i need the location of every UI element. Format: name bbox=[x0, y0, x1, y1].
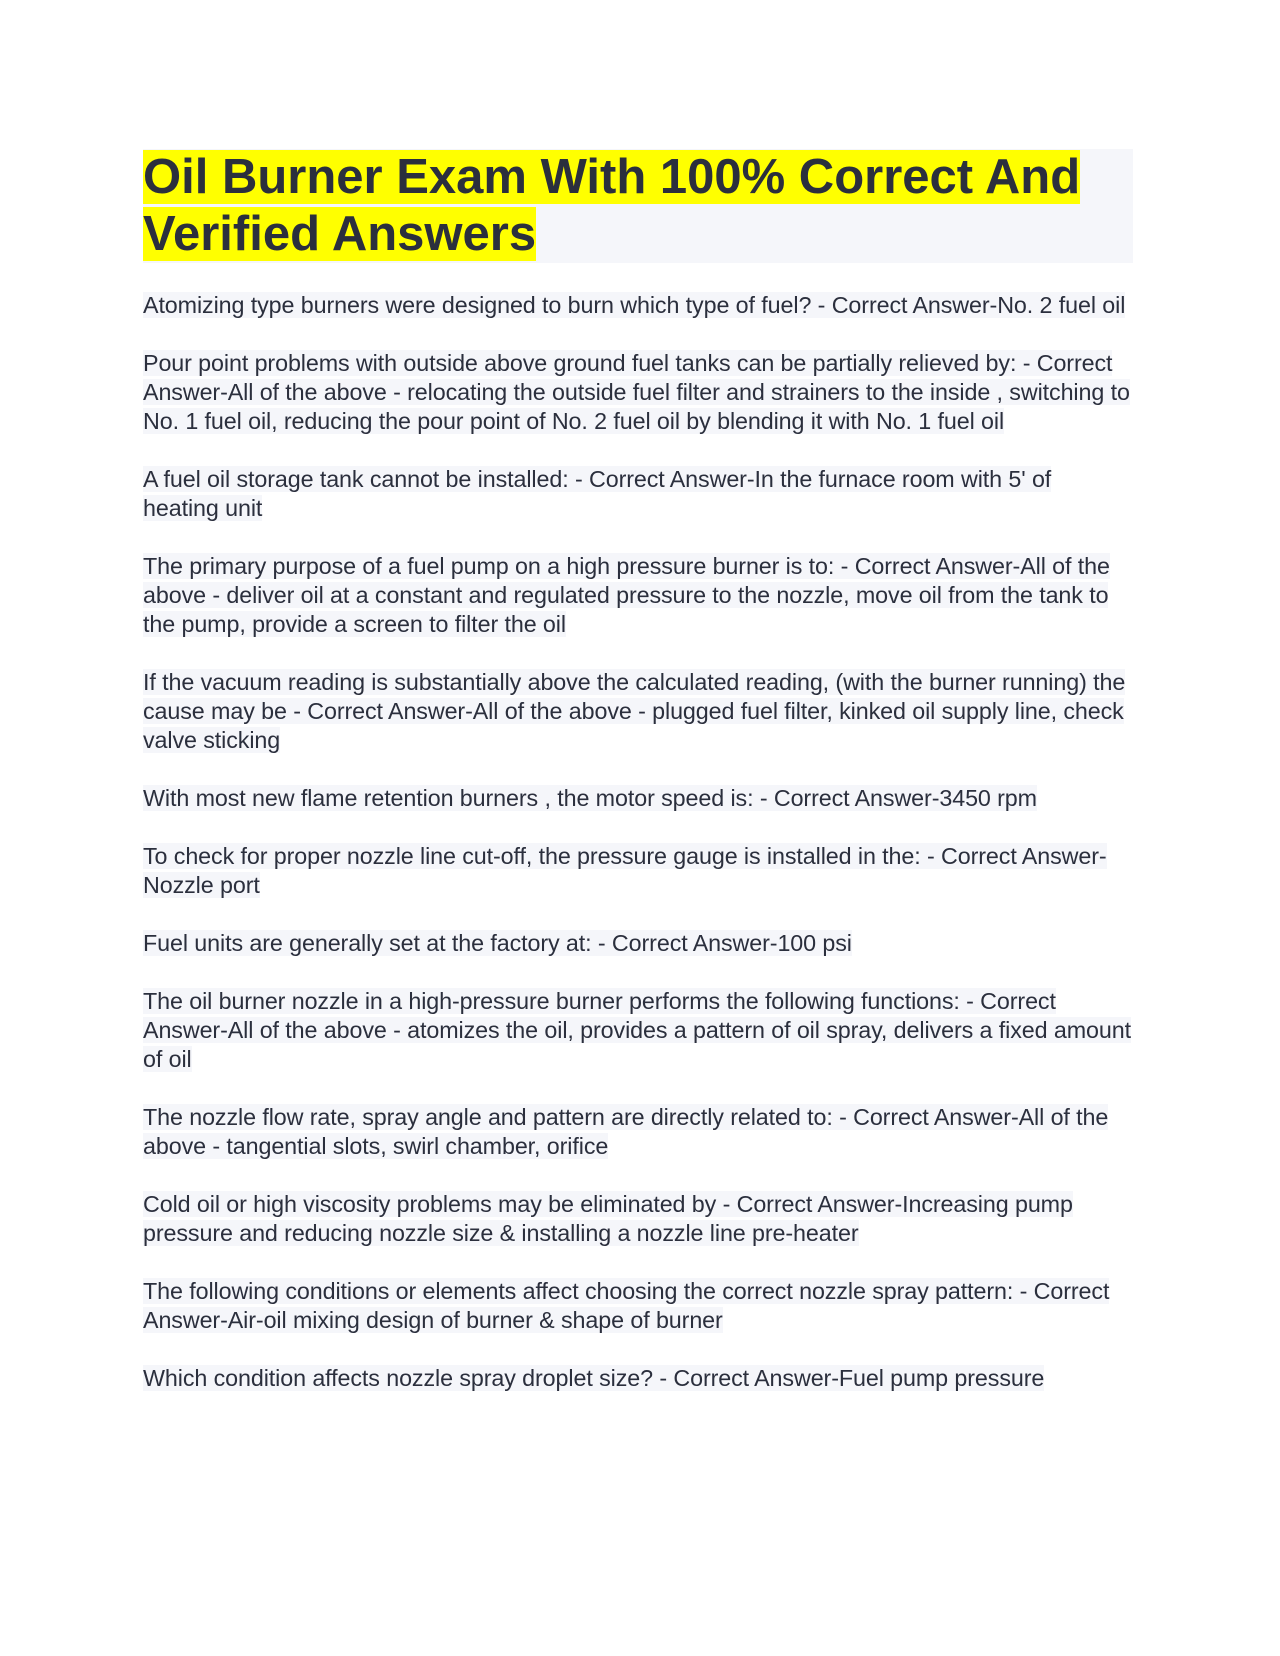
qa-item-text: A fuel oil storage tank cannot be installed: - Correct Answer-In the furnace room with 5' of heating unit bbox=[143, 466, 1052, 521]
qa-item-text: Which condition affects nozzle spray droplet size? - Correct Answer-Fuel pump pressure bbox=[143, 1365, 1045, 1391]
document-page bbox=[143, 149, 1133, 1422]
qa-item bbox=[143, 291, 1133, 320]
qa-item bbox=[143, 1190, 1133, 1248]
qa-list bbox=[143, 291, 1133, 1393]
qa-item-text: With most new flame retention burners , the motor speed is: - Correct Answer-3450 rpm bbox=[143, 785, 1037, 811]
document-title bbox=[143, 149, 1133, 263]
title-block bbox=[143, 149, 1133, 263]
qa-item-text: Fuel units are generally set at the factory at: - Correct Answer-100 psi bbox=[143, 930, 852, 956]
qa-item bbox=[143, 1103, 1133, 1161]
qa-item bbox=[143, 465, 1133, 523]
qa-item-text: To check for proper nozzle line cut-off, the pressure gauge is installed in the: - Correct Answer-Nozzle port bbox=[143, 843, 1107, 898]
qa-item-text: Cold oil or high viscosity problems may be eliminated by - Correct Answer-Increasing pump pressure and reducing nozzle size & installing a nozzle line pre-heater bbox=[143, 1191, 1073, 1246]
document-title-text: Oil Burner Exam With 100% Correct And Verified Answers bbox=[143, 150, 1081, 261]
qa-item bbox=[143, 784, 1133, 813]
qa-item bbox=[143, 1364, 1133, 1393]
qa-item bbox=[143, 349, 1133, 436]
qa-item-text: Atomizing type burners were designed to burn which type of fuel? - Correct Answer-No. 2 fuel oil bbox=[143, 292, 1126, 318]
qa-item-text: The oil burner nozzle in a high-pressure burner performs the following functions: - Correct Answer-All of the above - atomizes the oil, provides a pattern of oil spray, delivers a fixed amount of oil bbox=[143, 988, 1131, 1072]
qa-item bbox=[143, 929, 1133, 958]
qa-item bbox=[143, 842, 1133, 900]
qa-item bbox=[143, 668, 1133, 755]
qa-item bbox=[143, 1277, 1133, 1335]
qa-item-text: Pour point problems with outside above ground fuel tanks can be partially relieved by: - Correct Answer-All of the above - relocating the outside fuel filter and strainers to the inside , switching to No. 1 fuel oil, reducing the pour point of No. 2 fuel oil by blending it with No. 1 fuel oil bbox=[143, 350, 1130, 434]
qa-item-text: The following conditions or elements affect choosing the correct nozzle spray pattern: - Correct Answer-Air-oil mixing design of burner & shape of burner bbox=[143, 1278, 1110, 1333]
qa-item-text: If the vacuum reading is substantially above the calculated reading, (with the burner running) the cause may be - Correct Answer-All of the above - plugged fuel filter, kinked oil supply line, check valve sticking bbox=[143, 669, 1126, 753]
qa-item-text: The primary purpose of a fuel pump on a high pressure burner is to: - Correct Answer-All of the above - deliver oil at a constant and regulated pressure to the nozzle, move oil from the tank to the pump, provide a screen to filter the oil bbox=[143, 553, 1110, 637]
qa-item-text: The nozzle flow rate, spray angle and pattern are directly related to: - Correct Answer-All of the above - tangential slots, swirl chamber, orifice bbox=[143, 1104, 1109, 1159]
qa-item bbox=[143, 987, 1133, 1074]
qa-item bbox=[143, 552, 1133, 639]
